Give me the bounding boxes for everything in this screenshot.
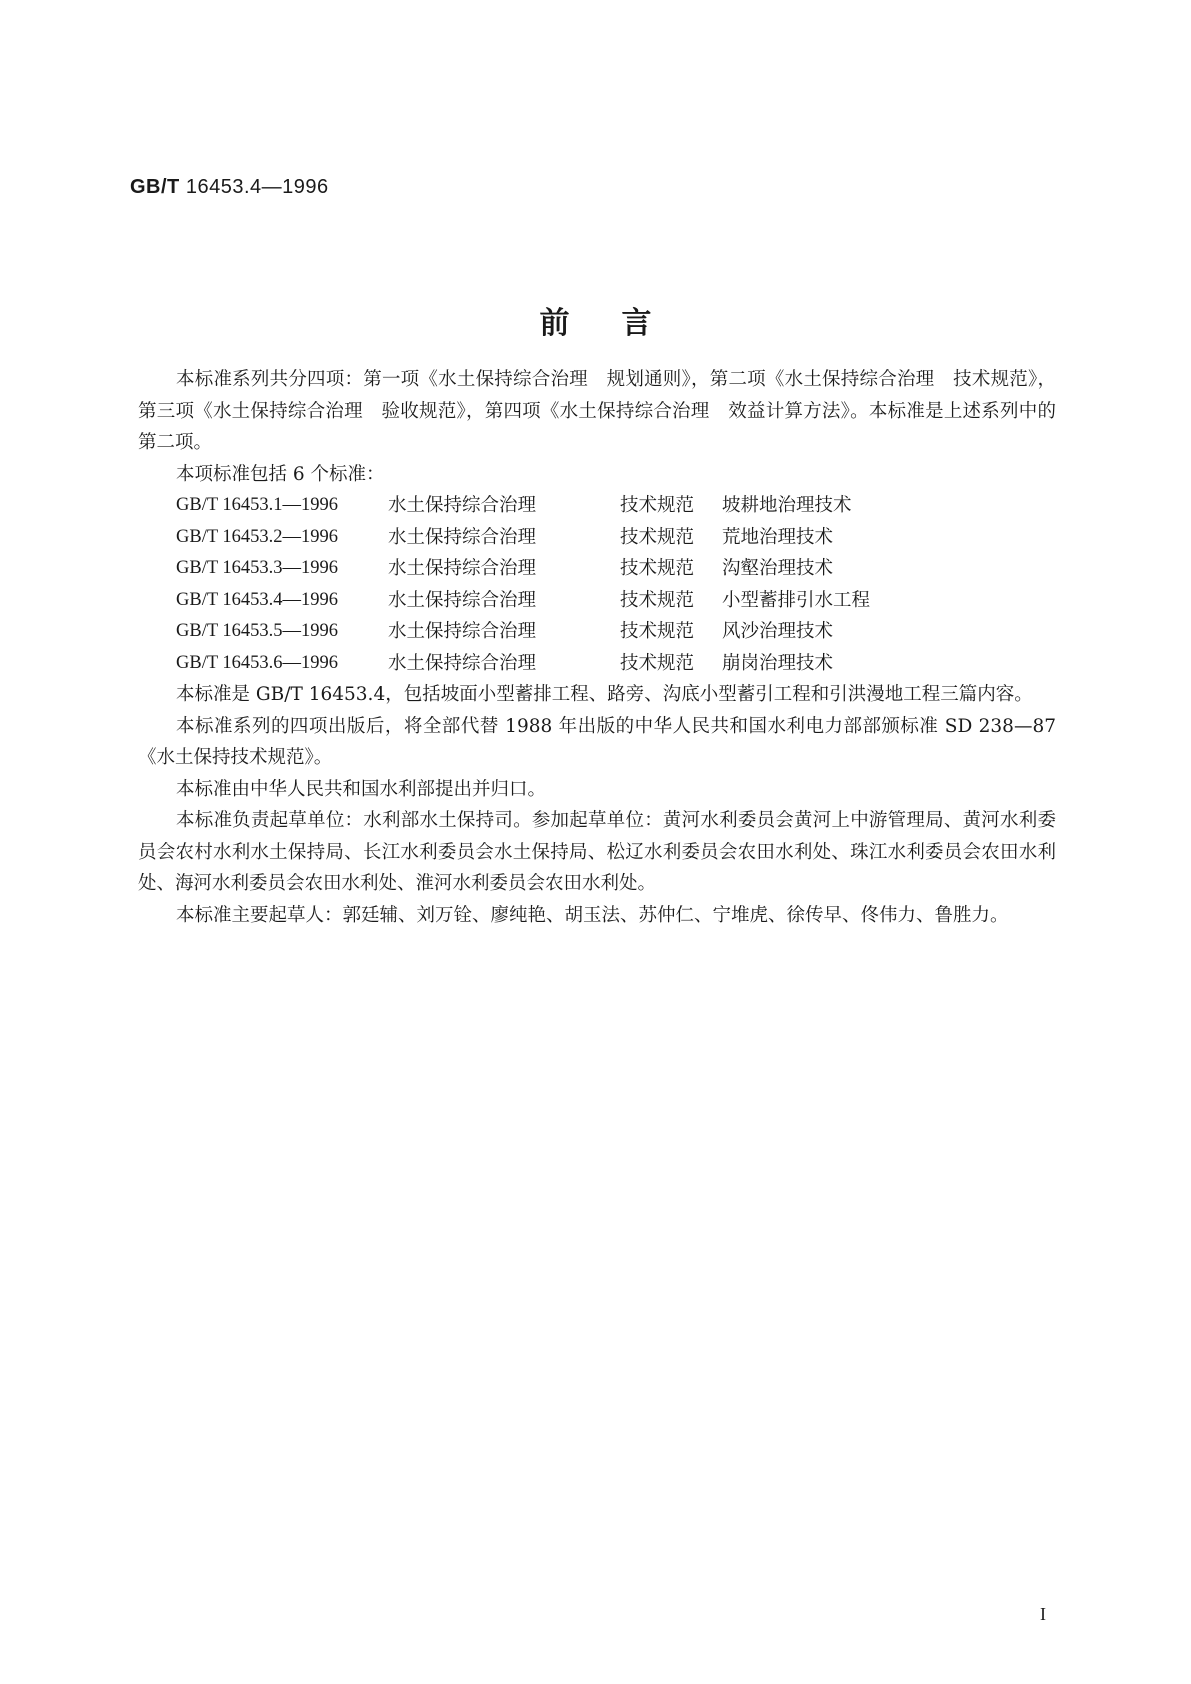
page-title: 前言: [539, 306, 704, 341]
foreword-body: [138, 364, 1056, 931]
standard-code-header: [130, 176, 329, 199]
paragraph-drafters: 本标准主要起草人：郭廷辅、刘万铨、廖纯艳、胡玉法、苏仲仁、宁堆虎、徐传早、佟伟力、鲁胜力。: [176, 904, 1009, 926]
standard-type: 技术规范: [620, 495, 695, 516]
standard-type: 技术规范: [620, 652, 695, 674]
page-number: I: [1040, 1604, 1046, 1624]
standard-series: 水土保持综合治理: [388, 558, 537, 579]
standard-name: 坡耕地治理技术: [722, 495, 852, 516]
standard-code: GB/T 16453.6—1996: [176, 652, 339, 673]
standard-code: GB/T 16453.2—1996: [176, 526, 339, 547]
standard-code: GB/T 16453.3—1996: [176, 558, 339, 578]
standard-code-prefix: GB/T: [130, 176, 180, 198]
paragraph-series-overview: 本标准系列共分四项：第一项《水土保持综合治理 规划通则》，第二项《水土保持综合治理 技术规范》，第三项《水土保持综合治理 验收规范》，第四项《水土保持综合治理 效益计算方法》。本标准是上述系列中的第二项。: [138, 369, 1056, 453]
standard-code: GB/T 16453.5—1996: [176, 621, 339, 641]
standard-code: GB/T 16453.1—1996: [176, 495, 339, 515]
standard-list-item: [138, 585, 1056, 617]
paragraph-scope: 本标准是 GB/T 16453.4，包括坡面小型蓄排工程、路旁、沟底小型蓄引工程和引洪漫地工程三篇内容。: [176, 684, 1033, 705]
standard-series: 水土保持综合治理: [388, 621, 537, 642]
paragraph-proposer: 本标准由中华人民共和国水利部提出并归口。: [176, 778, 547, 800]
standard-series: 水土保持综合治理: [388, 589, 537, 611]
standard-series: 水土保持综合治理: [388, 652, 537, 674]
standard-type: 技术规范: [620, 526, 695, 548]
standard-list-item: [138, 490, 1056, 522]
standard-name: 风沙治理技术: [722, 621, 834, 642]
standard-code-number: 16453.4—1996: [185, 176, 329, 198]
standard-code: GB/T 16453.4—1996: [176, 589, 339, 610]
standard-type: 技术规范: [620, 558, 695, 579]
standard-list-item: [138, 648, 1056, 680]
standard-list-item: [138, 616, 1056, 648]
standard-name: 沟壑治理技术: [722, 558, 834, 579]
standard-series: 水土保持综合治理: [388, 526, 537, 548]
standard-list-item: [138, 553, 1056, 585]
standard-name: 小型蓄排引水工程: [722, 589, 871, 611]
standard-type: 技术规范: [620, 589, 695, 611]
standard-name: 荒地治理技术: [722, 526, 834, 548]
paragraph-drafting-units: 本标准负责起草单位：水利部水土保持司。参加起草单位：黄河水利委员会黄河上中游管理局、黄河水利委员会农村水利水土保持局、长江水利委员会水土保持局、松辽水利委员会农田水利处、珠江水利委员会农田水利处、海河水利委员会农田水利处、淮河水利委员会农田水利处。: [138, 810, 1056, 894]
standard-series: 水土保持综合治理: [388, 495, 537, 516]
standard-name: 崩岗治理技术: [722, 652, 834, 674]
paragraph-replacement: 本标准系列的四项出版后，将全部代替 1988 年出版的中华人民共和国水利电力部部颁标准 SD 238—87《水土保持技术规范》。: [138, 715, 1056, 768]
paragraph-standards-count: 本项标准包括 6 个标准：: [176, 463, 385, 485]
standard-list-item: [138, 522, 1056, 554]
standard-type: 技术规范: [620, 621, 695, 642]
